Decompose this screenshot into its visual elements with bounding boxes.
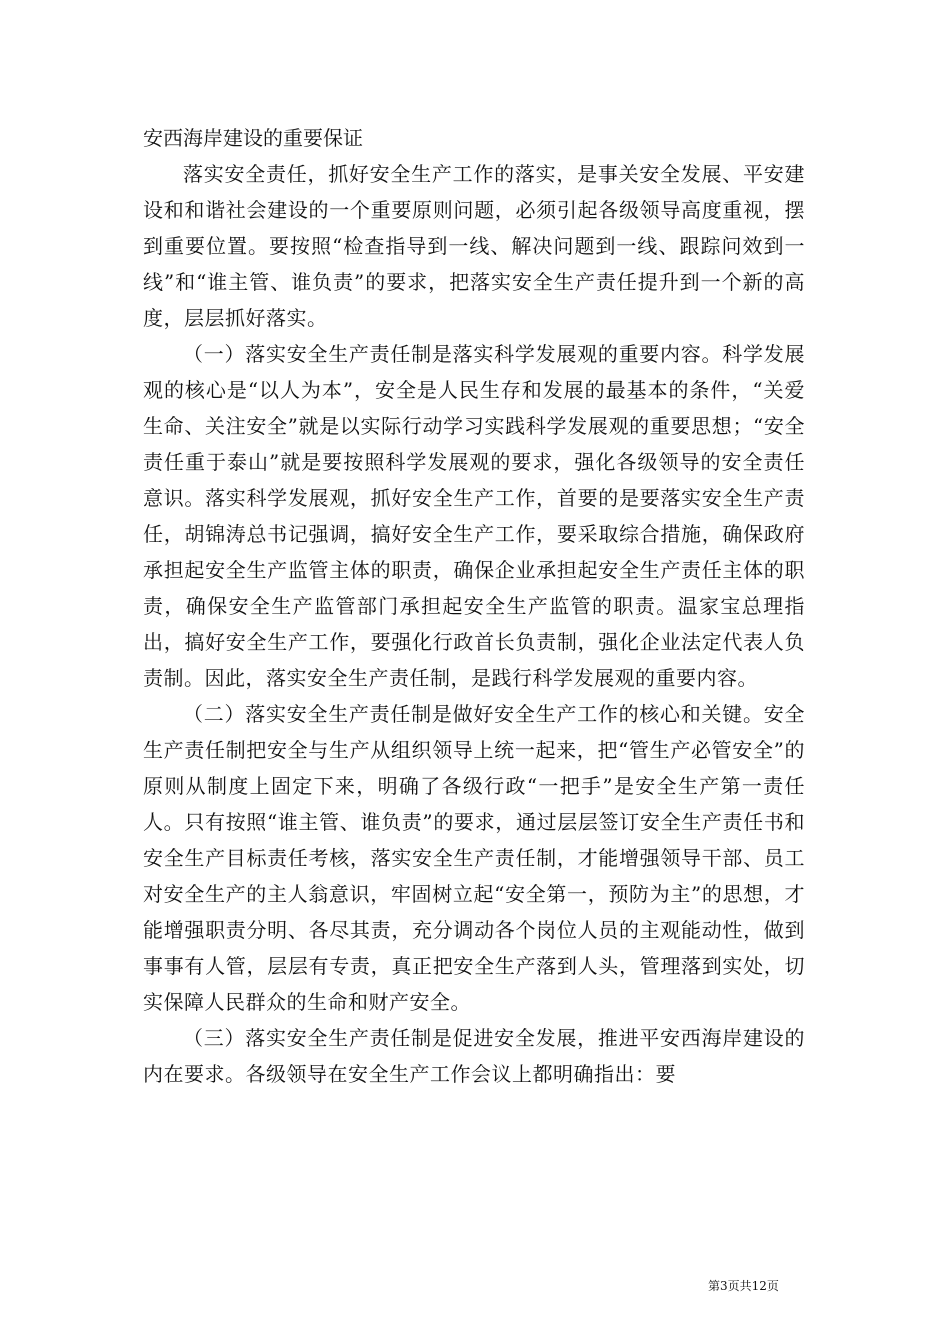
paragraph-section-2: （二）落实安全生产责任制是做好安全生产工作的核心和关键。安全生产责任制把安全与生产从组织领导上统一起来，把“管生产必管安全”的原则从制度上固定下来，明确了各级行政“一把手”是安全生产第一责任人。只有按照“谁主管、谁负责”的要求，通过层层签订安全生产责任书和安全生产目标责任考核，落实安全生产责任制，才能增强领导干部、员工对安全生产的主人翁意识，牢固树立起“安全第一，预防为主”的思想，才能增强职责分明、各尽其责，充分调动各个岗位人员的主观能动性，做到事事有人管，层层有专责，真正把安全生产落到人头，管理落到实处，切实保障人民群众的生命和财产安全。 [143, 702, 805, 1014]
continued-heading: 安西海岸建设的重要保证 [143, 126, 363, 150]
document-body [143, 120, 805, 1092]
page-number-footer: 第3页共12页 [708, 1279, 779, 1293]
paragraph-section-1: （一）落实安全生产责任制是落实科学发展观的重要内容。科学发展观的核心是“以人为本”，安全是人民生存和发展的最基本的条件，“关爱生命、关注安全”就是以实际行动学习实践科学发展观的重要思想；“安全责任重于泰山”就是要按照科学发展观的要求，强化各级领导的安全责任意识。落实科学发展观，抓好安全生产工作，首要的是要落实安全生产责任，胡锦涛总书记强调，搞好安全生产工作，要采取综合措施，确保政府承担起安全生产监管主体的职责，确保企业承担起安全生产责任主体的职责，确保安全生产监管部门承担起安全生产监管的职责。温家宝总理指出，搞好安全生产工作，要强化行政首长负责制，强化企业法定代表人负责制。因此，落实安全生产责任制，是践行科学发展观的重要内容。 [143, 342, 805, 690]
paragraph-intro: 落实安全责任，抓好安全生产工作的落实，是事关安全发展、平安建设和和谐社会建设的一个重要原则问题，必须引起各级领导高度重视，摆到重要位置。要按照“检查指导到一线、解决问题到一线、跟踪问效到一线”和“谁主管、谁负责”的要求，把落实安全生产责任提升到一个新的高度，层层抓好落实。 [143, 162, 805, 330]
paragraph-section-3: （三）落实安全生产责任制是促进安全发展，推进平安西海岸建设的内在要求。各级领导在安全生产工作会议上都明确指出：要 [143, 1026, 805, 1086]
